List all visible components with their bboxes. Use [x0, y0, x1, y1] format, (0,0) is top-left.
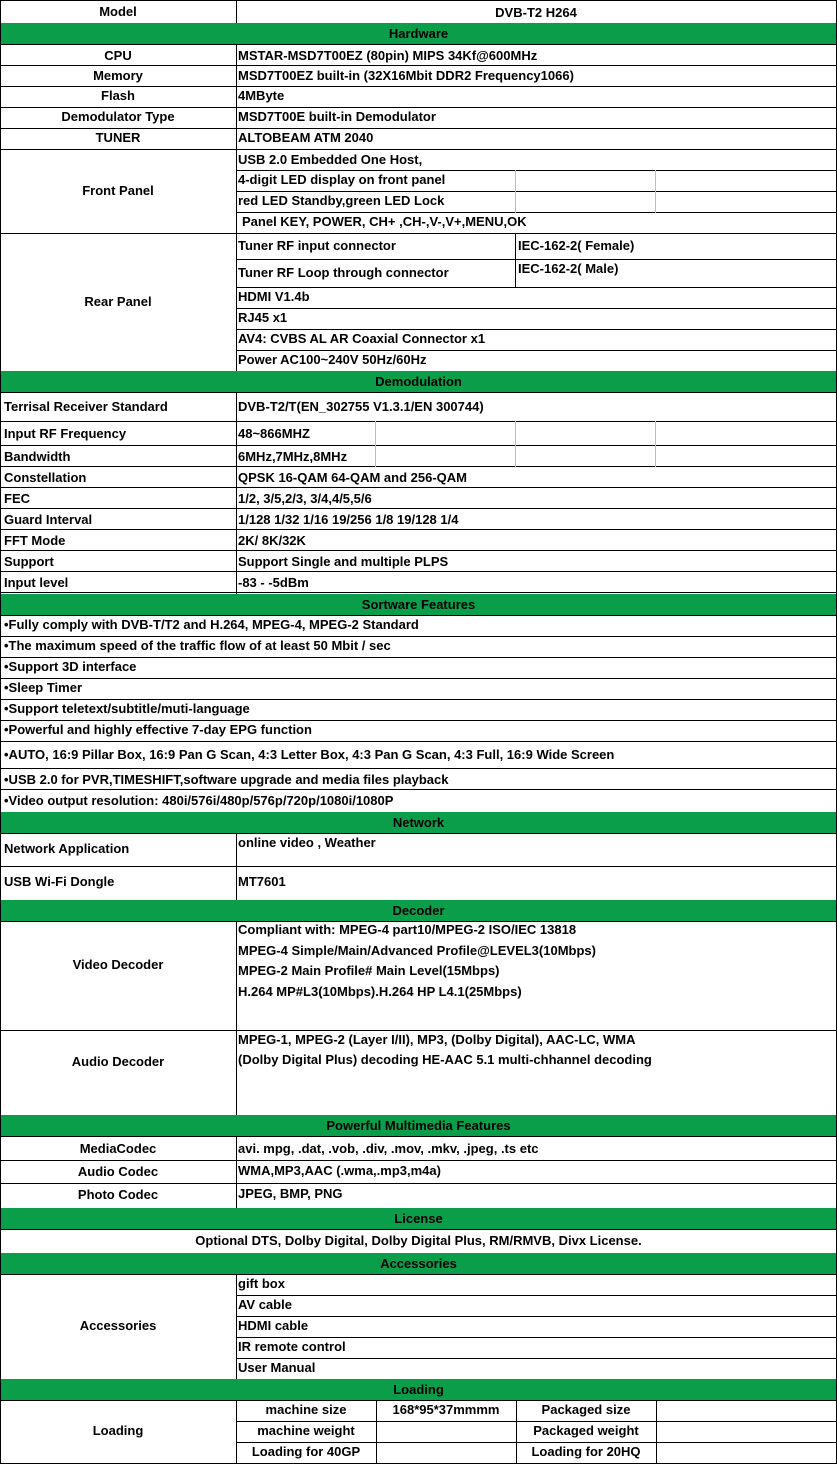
grid-line	[0, 445, 837, 446]
grid-line	[655, 170, 656, 213]
audio-codec-label: Audio Codec	[77, 1164, 159, 1179]
grid-line	[236, 1358, 837, 1359]
software-feature: •Support 3D interface	[4, 659, 137, 674]
grid-line	[0, 720, 837, 721]
cpu-value: MSTAR-MSD7T00EZ (80pin) MIPS 34Kf@600MHz	[238, 48, 538, 63]
rear-panel-power: Power AC100~240V 50Hz/60Hz	[238, 352, 427, 367]
photo-codec-value: JPEG, BMP, PNG	[238, 1186, 343, 1201]
grid-line	[236, 1442, 837, 1443]
header-multimedia: Powerful Multimedia Features	[1, 1115, 836, 1136]
grid-line	[0, 86, 837, 87]
grid-line	[236, 170, 837, 171]
demod-row-label: Input RF Frequency	[4, 426, 127, 441]
demod-row-value: -83 - -5dBm	[238, 575, 309, 590]
accessory-item: IR remote control	[238, 1339, 346, 1354]
grid-line	[0, 44, 837, 45]
grid-line	[0, 1229, 837, 1230]
media-codec-label: MediaCodec	[79, 1141, 157, 1156]
software-feature: •Sleep Timer	[4, 680, 83, 695]
video-decoder-line: MPEG-2 Main Profile# Main Level(15Mbps)	[238, 963, 500, 978]
grid-line	[0, 508, 837, 509]
grid-line	[0, 487, 837, 488]
accessory-item: HDMI cable	[238, 1318, 309, 1333]
grid-line	[0, 615, 837, 616]
grid-line	[0, 866, 837, 867]
grid-line	[0, 833, 837, 834]
software-feature: •Fully comply with DVB-T/T2 and H.264, MPEG-4, MPEG-2 Standard	[4, 617, 419, 632]
video-decoder-line: H.264 MP#L3(10Mbps).H.264 HP L4.1(25Mbps)	[238, 984, 522, 999]
accessory-item: AV cable	[238, 1297, 292, 1312]
software-feature: •AUTO, 16:9 Pillar Box, 16:9 Pan G Scan, 4:3 Letter Box, 4:3 Pan G Scan, 4:3 Full, 16:9 Wide Screen	[4, 747, 615, 762]
grid-line	[0, 592, 837, 593]
software-feature: •Support teletext/subtitle/muti-language	[4, 701, 250, 716]
rf-input-value: IEC-162-2( Female)	[518, 238, 635, 253]
grid-line	[236, 350, 837, 351]
packaged-size-label: Packaged size	[541, 1402, 631, 1417]
grid-line	[0, 233, 837, 234]
front-panel-usb: USB 2.0 Embedded One Host,	[238, 152, 423, 167]
grid-line	[236, 1136, 237, 1209]
photo-codec-label: Photo Codec	[77, 1187, 159, 1202]
grid-line	[0, 421, 837, 422]
grid-line	[0, 571, 837, 572]
model-value: DVB-T2 H264	[495, 5, 577, 20]
grid-line	[0, 636, 837, 637]
grid-line	[0, 550, 837, 551]
rf-loop-value: IEC-162-2( Male)	[518, 261, 619, 276]
header-decoder: Decoder	[1, 900, 836, 921]
header-demodulation: Demodulation	[1, 371, 836, 392]
tuner-value: ALTOBEAM ATM 2040	[238, 130, 374, 145]
flash-value: 4MByte	[238, 88, 285, 103]
grid-line	[236, 329, 837, 330]
grid-line	[0, 1400, 837, 1401]
front-panel-led-status: red LED Standby,green LED Lock	[238, 193, 445, 208]
grid-line	[375, 421, 376, 467]
demod-row-value: 1/128 1/32 1/16 19/256 1/8 19/128 1/4	[238, 512, 459, 527]
grid-line	[0, 65, 837, 66]
grid-line	[655, 421, 656, 467]
grid-line	[0, 128, 837, 129]
grid-line	[236, 392, 237, 595]
grid-line	[0, 529, 837, 530]
demod-row-label: FEC	[4, 491, 30, 506]
loading-label: Loading	[92, 1423, 144, 1438]
software-feature: •Powerful and highly effective 7-day EPG function	[4, 722, 312, 737]
demod-row-value: 6MHz,7MHz,8MHz	[238, 449, 348, 464]
grid-line	[236, 44, 237, 372]
grid-line	[0, 1136, 837, 1137]
accessories-label: Accessories	[79, 1318, 157, 1333]
grid-line	[0, 741, 837, 742]
demod-row-label: FFT Mode	[4, 533, 66, 548]
grid-line	[236, 1316, 837, 1317]
demod-row-value: 48~866MHZ	[238, 426, 310, 441]
grid-line	[236, 259, 837, 260]
memory-value: MSD7T00EZ built-in (32X16Mbit DDR2 Frequency1066)	[238, 68, 574, 83]
demodulator-type-label: Demodulator Type	[61, 109, 175, 124]
header-license: License	[1, 1208, 836, 1229]
demod-row-label: Terrisal Receiver Standard	[4, 399, 168, 414]
grid-line	[515, 170, 516, 213]
machine-size-value: 168*95*37mmmm	[392, 1402, 500, 1417]
grid-line	[236, 1337, 837, 1338]
header-hardware: Hardware	[1, 23, 836, 44]
rear-panel-label: Rear Panel	[84, 294, 152, 309]
header-network: Network	[1, 812, 836, 833]
header-accessories: Accessories	[1, 1253, 836, 1274]
grid-line	[236, 308, 837, 309]
grid-line	[0, 768, 837, 769]
loading-40gp-label: Loading for 40GP	[251, 1444, 361, 1459]
tuner-label: TUNER	[95, 130, 141, 145]
network-application-label: Network Application	[4, 841, 130, 856]
packaged-weight-label: Packaged weight	[533, 1423, 639, 1438]
front-panel-keys: Panel KEY, POWER, CH+ ,CH-,V-,V+,MENU,OK	[242, 214, 527, 229]
demod-row-value: 1/2, 3/5,2/3, 3/4,4/5,5/6	[238, 491, 372, 506]
flash-label: Flash	[101, 88, 135, 103]
audio-decoder-line: MPEG-1, MPEG-2 (Layer I/II), MP3, (Dolby Digital), AAC-LC, WMA	[238, 1032, 636, 1047]
audio-codec-value: WMA,MP3,AAC (.wma,.mp3,m4a)	[238, 1163, 441, 1178]
software-feature: •USB 2.0 for PVR,TIMESHIFT,software upgrade and media files playback	[4, 772, 449, 787]
demod-row-value: 2K/ 8K/32K	[238, 533, 306, 548]
wifi-dongle-value: MT7601	[238, 874, 286, 889]
demod-row-label: Support	[4, 554, 54, 569]
grid-line	[0, 466, 837, 467]
grid-line	[0, 149, 837, 150]
grid-line	[0, 657, 837, 658]
video-decoder-line: Compliant with: MPEG-4 part10/MPEG-2 ISO/IEC 13818	[238, 922, 577, 937]
grid-line	[0, 789, 837, 790]
memory-label: Memory	[93, 68, 143, 83]
machine-weight-label: machine weight	[257, 1423, 355, 1438]
grid-line	[236, 1421, 837, 1422]
rf-loop-label: Tuner RF Loop through connector	[238, 265, 449, 280]
grid-line	[0, 678, 837, 679]
machine-size-label: machine size	[265, 1402, 347, 1417]
header-loading: Loading	[1, 1379, 836, 1400]
rf-input-label: Tuner RF input connector	[238, 238, 396, 253]
video-decoder-line: MPEG-4 Simple/Main/Advanced Profile@LEVEL3(10Mbps)	[238, 943, 596, 958]
grid-line	[236, 212, 837, 213]
grid-line	[236, 1274, 237, 1380]
grid-line	[236, 921, 237, 1116]
grid-line	[0, 392, 837, 393]
header-software: Sortware Features	[1, 594, 836, 615]
front-panel-label: Front Panel	[82, 183, 154, 198]
grid-line	[236, 1295, 837, 1296]
rear-panel-hdmi: HDMI V1.4b	[238, 289, 310, 304]
rear-panel-rj45: RJ45 x1	[238, 310, 288, 325]
grid-line	[656, 1400, 657, 1464]
wifi-dongle-label: USB Wi-Fi Dongle	[4, 874, 115, 889]
demod-row-value: Support Single and multiple PLPS	[238, 554, 449, 569]
demod-row-label: Guard Interval	[4, 512, 93, 527]
grid-line	[236, 191, 837, 192]
software-feature: •The maximum speed of the traffic flow of at least 50 Mbit / sec	[4, 638, 391, 653]
front-panel-led-display: 4-digit LED display on front panel	[238, 172, 446, 187]
accessory-item: gift box	[238, 1276, 285, 1291]
grid-line	[0, 699, 837, 700]
network-application-value: online video , Weather	[238, 835, 376, 850]
model-label: Model	[99, 4, 137, 19]
demod-row-label: Bandwidth	[4, 449, 71, 464]
grid-line	[236, 287, 837, 288]
video-decoder-label: Video Decoder	[72, 957, 164, 972]
demod-row-label: Constellation	[4, 470, 87, 485]
grid-line	[0, 1183, 837, 1184]
software-feature: •Video output resolution: 480i/576i/480p/576p/720p/1080i/1080P	[4, 793, 394, 808]
media-codec-value: avi. mpg, .dat, .vob, .div, .mov, .mkv, .jpeg, .ts etc	[238, 1141, 539, 1156]
grid-line	[0, 1274, 837, 1275]
audio-decoder-line: (Dolby Digital Plus) decoding HE-AAC 5.1 multi-chhannel decoding	[238, 1052, 652, 1067]
demod-row-value: DVB-T2/T(EN_302755 V1.3.1/EN 300744)	[238, 399, 484, 414]
demod-row-value: QPSK 16-QAM 64-QAM and 256-QAM	[238, 470, 467, 485]
license-text: Optional DTS, Dolby Digital, Dolby Digital Plus, RM/RMVB, Divx License.	[195, 1233, 642, 1248]
loading-20hq-label: Loading for 20HQ	[531, 1444, 641, 1459]
audio-decoder-label: Audio Decoder	[71, 1054, 165, 1069]
grid-line	[0, 1030, 837, 1031]
grid-line	[0, 107, 837, 108]
grid-line	[0, 1160, 837, 1161]
cpu-label: CPU	[104, 48, 132, 63]
grid-line	[236, 833, 237, 901]
demod-row-label: Input level	[4, 575, 69, 590]
accessory-item: User Manual	[238, 1360, 316, 1375]
grid-line	[0, 0, 837, 1]
rear-panel-av: AV4: CVBS AL AR Coaxial Connector x1	[238, 331, 486, 346]
grid-line	[515, 233, 516, 288]
grid-line	[515, 421, 516, 467]
demodulator-type-value: MSD7T00E built-in Demodulator	[238, 109, 436, 124]
